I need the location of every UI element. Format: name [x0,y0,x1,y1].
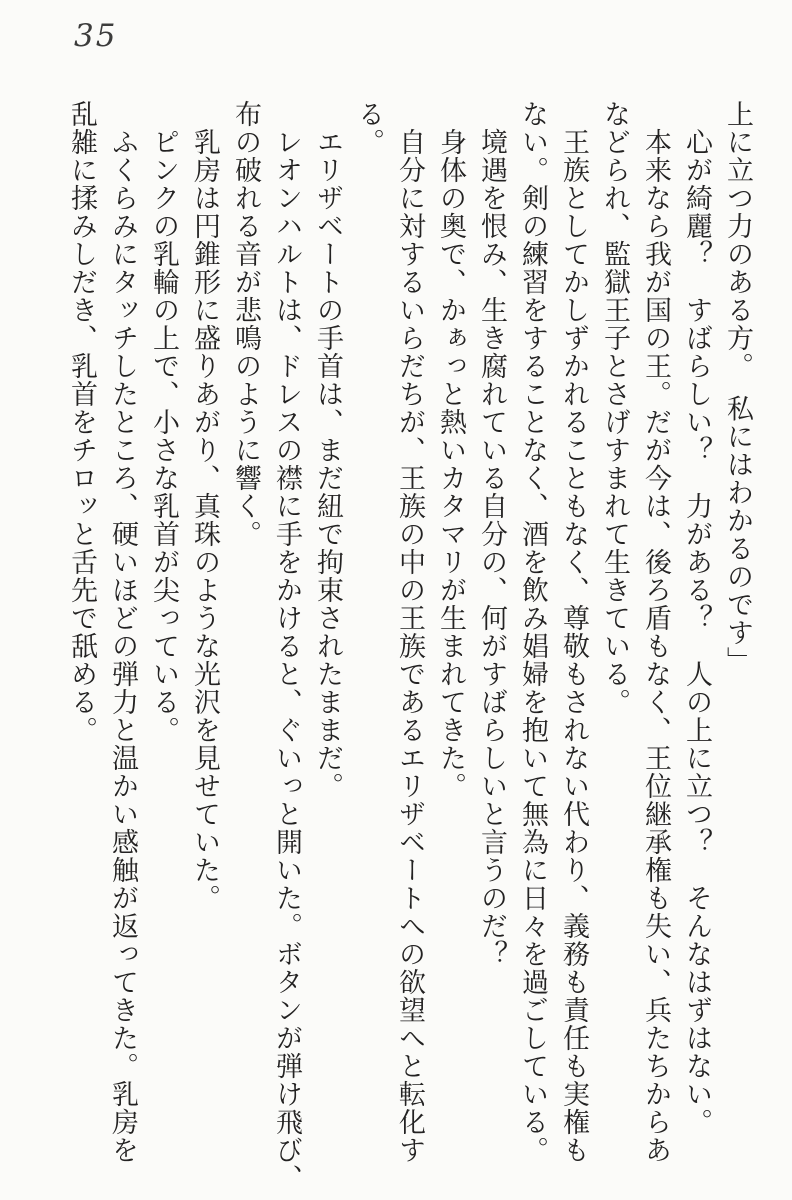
text-line: 心が綺麗？ すばらしい？ 力がある？ 人の上に立つ？ そんなはずはない。 [681,128,712,1136]
text-line: 本来なら我が国の王。だが今は、後ろ盾もなく、王位継承権も失い、兵たちからあ [640,128,671,1164]
text-line: 上に立つ力のある方。 私にはわかるのです」 [722,100,753,675]
vertical-text-block [61,100,758,1192]
text-line: る。 [353,100,384,156]
text-line: 身体の奥で、かぁっと熱いカタマリが生まれてきた。 [435,128,466,800]
text-line: などられ、監獄王子とさげすまれて生きている。 [599,100,630,716]
text-line: ない。剣の練習をすることなく、酒を飲み娼婦を抱いて無為に日々を過ごしている。 [517,100,548,1164]
text-line: 乳房は円錐形に盛りあがり、真珠のような光沢を見せていた。 [189,128,220,912]
text-line: 乱雑に揉みしだき、乳首をチロッと舌先で舐める。 [66,100,97,744]
text-line: エリザベートの手首は、まだ紐で拘束されたままだ。 [312,128,343,800]
text-line: ふくらみにタッチしたところ、硬いほどの弾力と温かい感触が返ってきた。乳房を [107,128,138,1164]
text-line: レオンハルトは、ドレスの襟に手をかけると、ぐいっと開いた。ボタンが弾け飛び、 [271,128,302,1192]
text-line: 王族としてかしずかれることもなく、尊敬もされない代わり、義務も責任も実権も [558,128,589,1164]
text-line: 境遇を恨み、生き腐れている自分の、何がすばらしいと言うのだ？ [476,128,507,968]
text-line: 自分に対するいらだちが、王族の中の王族であるエリザベートへの欲望へと転化す [394,128,425,1164]
page-number: 35 [74,18,118,54]
text-line: 布の破れる音が悲鳴のように響く。 [230,100,261,548]
text-line: ピンクの乳輪の上で、小さな乳首が尖っている。 [148,128,179,744]
